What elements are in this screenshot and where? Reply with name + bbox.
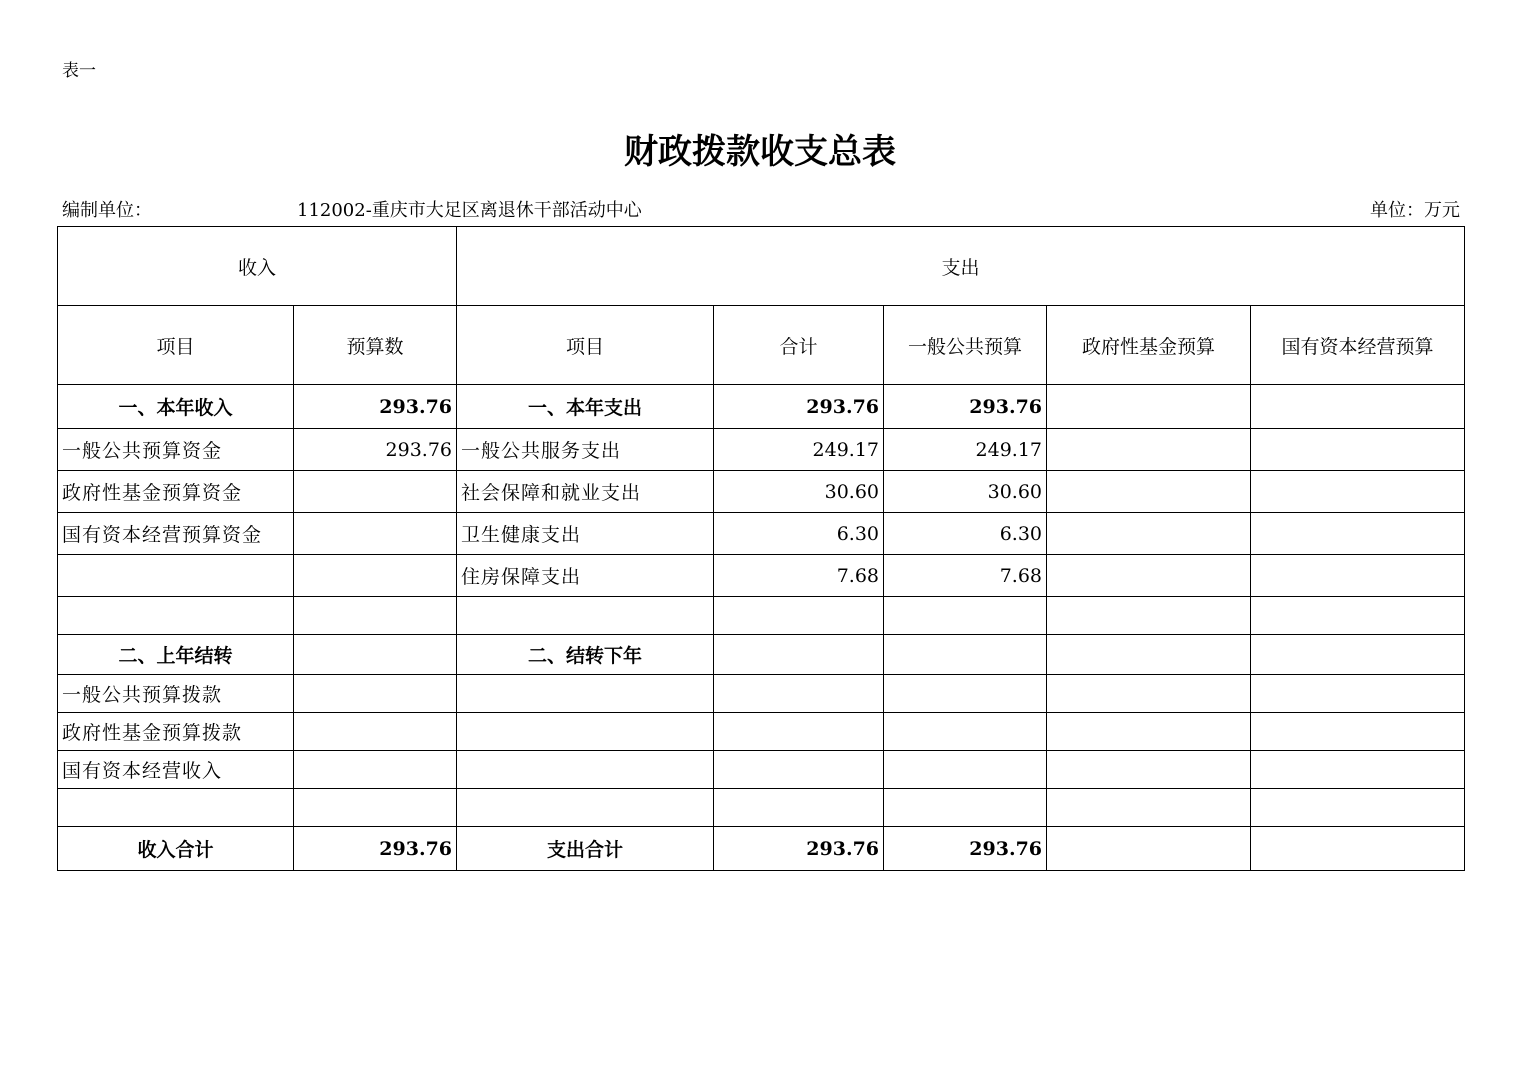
table-cell (1251, 513, 1465, 555)
table-row (58, 675, 1465, 713)
table-cell: 7.68 (714, 555, 884, 597)
table-cell: 293.76 (294, 385, 457, 429)
table-cell (294, 555, 457, 597)
table-row (58, 789, 1465, 827)
column-header: 预算数 (294, 306, 457, 385)
table-cell (1047, 675, 1251, 713)
table-cell (1251, 597, 1465, 635)
column-header: 项目 (58, 306, 294, 385)
table-cell (1251, 635, 1465, 675)
table-cell: 293.76 (714, 827, 884, 871)
income-group-header: 收入 (58, 227, 457, 306)
table-row (58, 751, 1465, 789)
table-cell (294, 789, 457, 827)
column-header-row (58, 306, 1465, 385)
table-cell (1047, 385, 1251, 429)
table-body (58, 385, 1465, 871)
table-cell: 293.76 (714, 385, 884, 429)
table-cell (294, 713, 457, 751)
table-cell (1251, 827, 1465, 871)
table-cell (1251, 789, 1465, 827)
page-title: 财政拨款收支总表 (624, 132, 896, 172)
table-cell: 收入合计 (58, 827, 294, 871)
table-cell (1047, 597, 1251, 635)
table-cell (1047, 827, 1251, 871)
table-cell (714, 751, 884, 789)
table-cell: 7.68 (884, 555, 1047, 597)
table-cell: 30.60 (714, 471, 884, 513)
table-cell (1047, 713, 1251, 751)
table-cell: 卫生健康支出 (457, 513, 714, 555)
table-cell: 住房保障支出 (457, 555, 714, 597)
table-cell (714, 789, 884, 827)
table-cell: 一、本年支出 (457, 385, 714, 429)
org-label: 编制单位： (62, 200, 152, 221)
expense-group-header: 支出 (457, 227, 1465, 306)
table-cell (457, 789, 714, 827)
table-cell (294, 513, 457, 555)
table-cell (1251, 555, 1465, 597)
table-cell (1047, 789, 1251, 827)
table-cell (294, 471, 457, 513)
table-cell (457, 751, 714, 789)
table-cell (457, 713, 714, 751)
group-header-row (58, 227, 1465, 306)
table-cell: 30.60 (884, 471, 1047, 513)
unit-label: 单位：万元 (1370, 200, 1460, 221)
table-cell (714, 597, 884, 635)
table-cell (58, 789, 294, 827)
table-row (58, 471, 1465, 513)
org-name: 112002-重庆市大足区离退休干部活动中心 (297, 200, 642, 221)
table-row (58, 597, 1465, 635)
table-row (58, 713, 1465, 751)
table-row (58, 635, 1465, 675)
table-cell (884, 675, 1047, 713)
table-cell (1047, 471, 1251, 513)
table-cell (884, 635, 1047, 675)
table-cell (294, 675, 457, 713)
table-cell: 一、本年收入 (58, 385, 294, 429)
table-cell (884, 713, 1047, 751)
column-header: 一般公共预算 (884, 306, 1047, 385)
table-cell: 二、上年结转 (58, 635, 294, 675)
table-cell (1047, 513, 1251, 555)
table-number-label: 表一 (62, 61, 96, 81)
table-cell: 6.30 (884, 513, 1047, 555)
table-cell (884, 789, 1047, 827)
table-cell (1251, 751, 1465, 789)
table-cell: 293.76 (294, 827, 457, 871)
table-row (58, 827, 1465, 871)
table-cell (1251, 429, 1465, 471)
table-cell: 293.76 (884, 385, 1047, 429)
table-cell: 293.76 (294, 429, 457, 471)
table-cell (457, 675, 714, 713)
table-cell (714, 635, 884, 675)
table-cell: 一般公共服务支出 (457, 429, 714, 471)
table-cell (294, 597, 457, 635)
column-header: 国有资本经营预算 (1251, 306, 1465, 385)
table-cell (294, 751, 457, 789)
column-header: 项目 (457, 306, 714, 385)
table-cell: 一般公共预算资金 (58, 429, 294, 471)
table-cell (1047, 635, 1251, 675)
table-cell (58, 597, 294, 635)
table-cell (1047, 751, 1251, 789)
table-cell (58, 555, 294, 597)
table-cell (884, 751, 1047, 789)
table-cell (1251, 385, 1465, 429)
table-row (58, 513, 1465, 555)
table-row (58, 385, 1465, 429)
budget-table (57, 226, 1465, 871)
table-cell: 政府性基金预算拨款 (58, 713, 294, 751)
table-cell (1251, 471, 1465, 513)
table-cell (1251, 675, 1465, 713)
table-cell (884, 597, 1047, 635)
column-header: 合计 (714, 306, 884, 385)
table-cell: 249.17 (884, 429, 1047, 471)
table-cell: 293.76 (884, 827, 1047, 871)
table-cell (457, 597, 714, 635)
table-cell: 政府性基金预算资金 (58, 471, 294, 513)
table-cell: 国有资本经营预算资金 (58, 513, 294, 555)
table-cell (294, 635, 457, 675)
table-cell: 社会保障和就业支出 (457, 471, 714, 513)
table-cell: 249.17 (714, 429, 884, 471)
table-cell (1047, 555, 1251, 597)
table-cell (714, 675, 884, 713)
table-cell (714, 713, 884, 751)
table-cell: 二、结转下年 (457, 635, 714, 675)
column-header: 政府性基金预算 (1047, 306, 1251, 385)
table-cell: 6.30 (714, 513, 884, 555)
table-cell (1251, 713, 1465, 751)
table-cell: 一般公共预算拨款 (58, 675, 294, 713)
table-row (58, 429, 1465, 471)
table-cell (1047, 429, 1251, 471)
table-cell: 国有资本经营收入 (58, 751, 294, 789)
table-row (58, 555, 1465, 597)
table-cell: 支出合计 (457, 827, 714, 871)
